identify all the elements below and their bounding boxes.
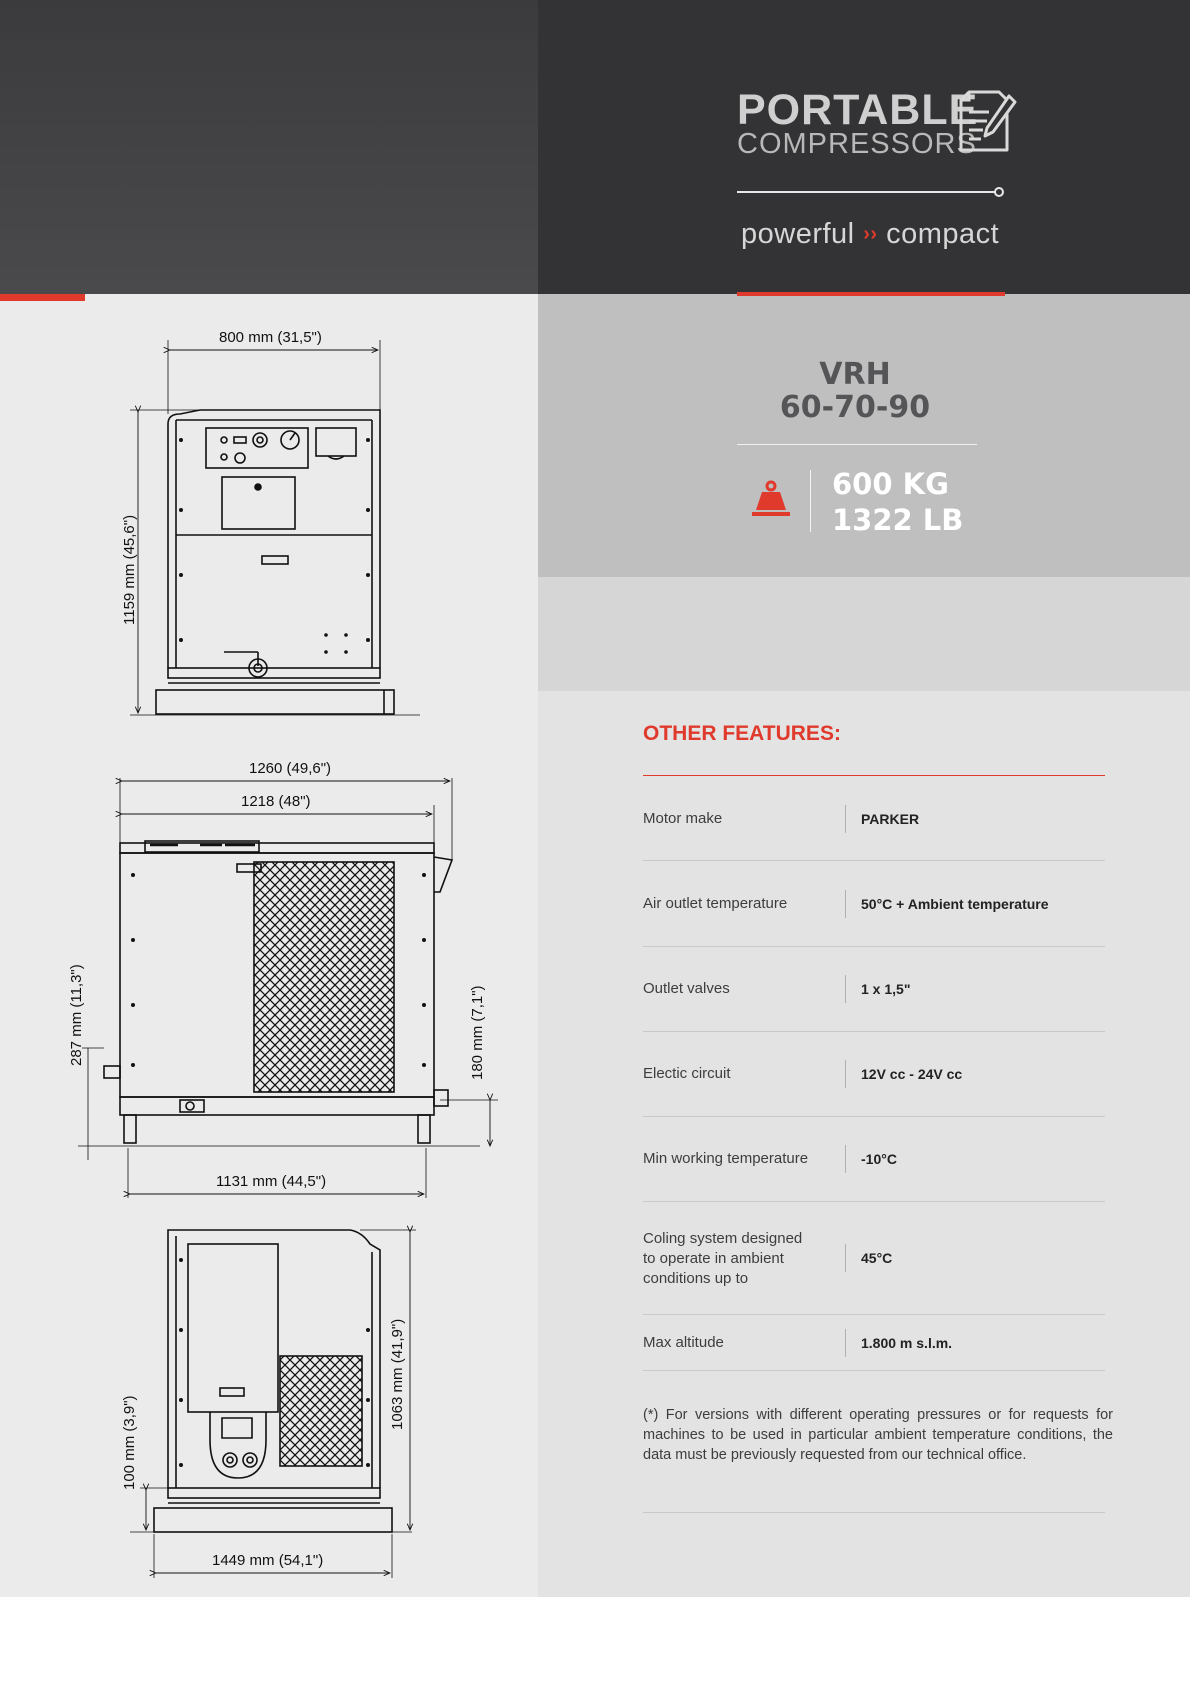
side-view-drawing: [78, 778, 498, 1198]
dim-bot-base: 1449 mm (54,1"): [212, 1552, 324, 1569]
feature-divider: [845, 1329, 846, 1357]
header-divider: [737, 186, 1007, 198]
weight-lb: 1322 LB: [832, 503, 964, 537]
feature-row-line: [643, 1314, 1105, 1315]
weight-kg: 600 KG: [832, 467, 949, 501]
weight-values: [832, 466, 963, 538]
feature-divider: [845, 1060, 846, 1088]
dim-mid-right-height: 180 mm (7,1"): [469, 985, 486, 1080]
feature-label: Coling system designed to operate in ambient conditions up to: [643, 1230, 803, 1287]
rear-view-drawing: [130, 1230, 416, 1578]
feature-label: Electic circuit: [643, 1065, 731, 1082]
feature-row-line: [643, 1031, 1105, 1032]
dim-mid-overall: 1260 (49,6"): [249, 760, 332, 777]
feature-value: 1 x 1,5": [861, 981, 911, 997]
dim-top-height: 1159 mm (45,6"): [121, 514, 138, 625]
dim-bot-left-height: 100 mm (3,9"): [121, 1395, 138, 1490]
feature-value: 1.800 m s.l.m.: [861, 1335, 953, 1351]
feature-row-line: [643, 860, 1105, 861]
technical-drawings: [0, 294, 538, 1597]
dim-mid-base: 1131 mm (44,5"): [216, 1173, 327, 1190]
feature-label: Air outlet temperature: [643, 895, 788, 912]
features-note: (*) For versions with different operating pressures or for requests for machines to be used in particular ambient temperature conditions, the data must be previously requested from our technical office.: [643, 1407, 1113, 1463]
features-title-line: [643, 775, 1105, 776]
tagline-right: compact: [886, 218, 1000, 250]
dim-mid-left-height: 287 mm (11,3"): [68, 964, 85, 1066]
tagline: [741, 218, 999, 251]
logo-subtitle: COMPRESSORS: [737, 128, 977, 160]
model-divider: [737, 444, 977, 445]
feature-divider: [845, 890, 846, 918]
feature-label: Motor make: [643, 810, 723, 827]
feature-label: Min working temperature: [643, 1150, 809, 1167]
feature-value: 45°C: [861, 1250, 893, 1266]
logo-title: PORTABLE: [737, 86, 979, 134]
model-box-lower: [538, 577, 1190, 691]
feature-row-line: [643, 1201, 1105, 1202]
feature-divider: [845, 1244, 846, 1272]
feature-divider: [845, 1145, 846, 1173]
front-view-drawing: [130, 340, 420, 715]
document-pen-icon: [955, 86, 1019, 158]
feature-divider: [845, 975, 846, 1003]
accent-bar-right: [737, 292, 1005, 296]
tagline-left: powerful: [741, 218, 855, 250]
dim-mid-body: 1218 (48"): [241, 793, 311, 810]
dim-top-width: 800 mm (31,5"): [219, 329, 322, 346]
feature-value: 50°C + Ambient temperature: [861, 896, 1049, 912]
model-name: [740, 358, 970, 424]
feature-value: -10°C: [861, 1151, 897, 1167]
feature-row-line: [643, 946, 1105, 947]
feature-label: Max altitude: [643, 1334, 724, 1351]
feature-divider: [845, 805, 846, 833]
model-name-line1: VRH: [819, 357, 891, 392]
model-name-line2: 60-70-90: [779, 390, 931, 425]
feature-row-line: [643, 1116, 1105, 1117]
features-title: OTHER FEATURES:: [643, 722, 841, 745]
feature-value: PARKER: [861, 811, 920, 827]
weight-divider: [810, 470, 811, 532]
feature-value: 12V cc - 24V cc: [861, 1066, 963, 1082]
dim-bot-right-height: 1063 mm (41,9"): [389, 1318, 406, 1430]
feature-row-line: [643, 1370, 1105, 1371]
weight-icon: [750, 480, 792, 518]
tagline-arrows-icon: ››: [863, 223, 878, 245]
note-line: [643, 1512, 1105, 1513]
feature-label: Outlet valves: [643, 980, 730, 997]
header-left-panel: [0, 0, 538, 294]
